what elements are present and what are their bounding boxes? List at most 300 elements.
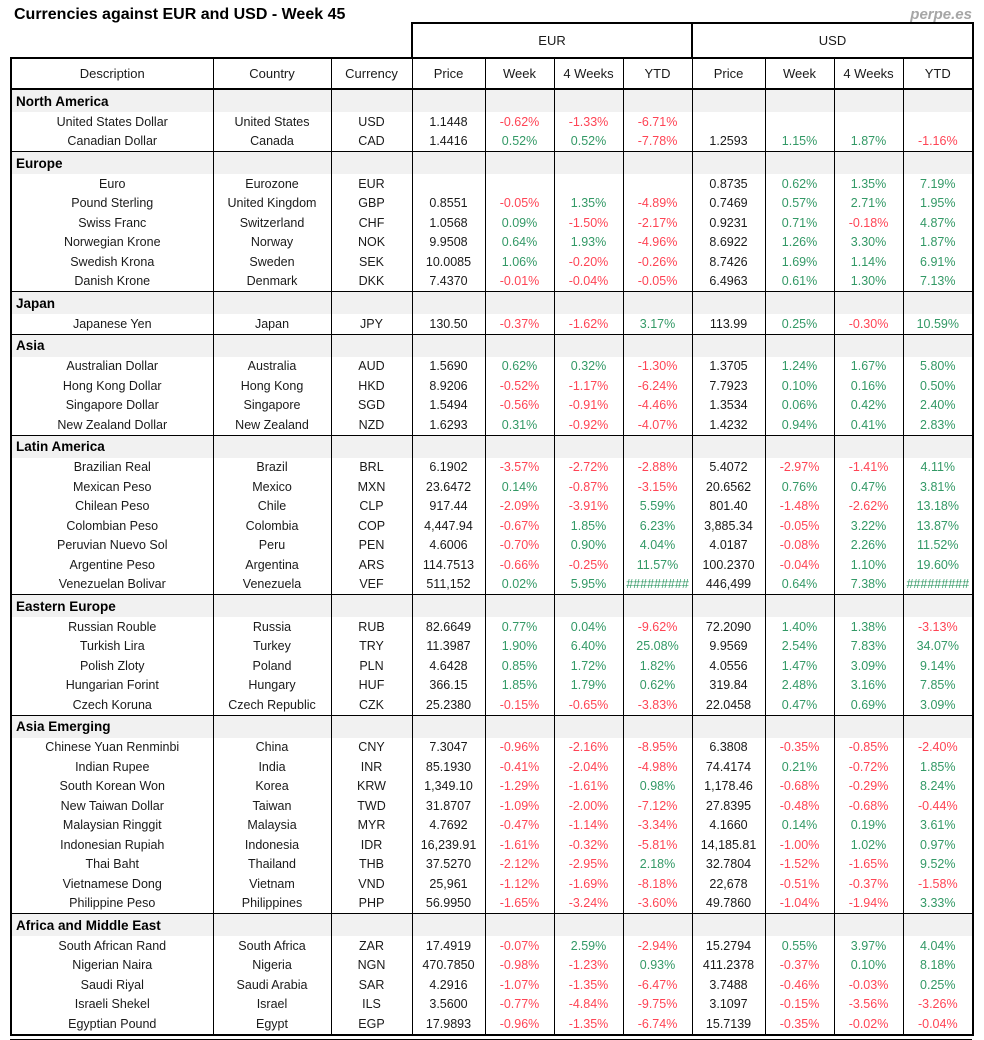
section-filler-cell: [692, 595, 765, 618]
section-row: [11, 89, 973, 112]
eur-price-cell: 1.6293: [412, 415, 485, 435]
eur-week-cell: -0.47%: [485, 816, 554, 836]
currency-cell: ILS: [331, 995, 412, 1015]
section-title: North America: [11, 89, 213, 112]
eur-price-cell: 7.4370: [412, 272, 485, 292]
eur-ytd-cell: -0.26%: [623, 252, 692, 272]
currency-cell: THB: [331, 855, 412, 875]
usd-4weeks-cell: 1.67%: [834, 357, 903, 377]
eur-week-cell: 0.85%: [485, 656, 554, 676]
usd-ytd-cell: 7.13%: [903, 272, 973, 292]
section-filler-cell: [554, 292, 623, 315]
eur-price-cell: 4.2916: [412, 975, 485, 995]
eur-week-cell: -0.96%: [485, 1014, 554, 1035]
section-filler-cell: [331, 435, 412, 458]
table-row: [11, 314, 973, 334]
eur-price-cell: 1.1448: [412, 112, 485, 132]
eur-week-cell: -0.67%: [485, 516, 554, 536]
usd-4weeks-cell: 2.71%: [834, 194, 903, 214]
currency-cell: HKD: [331, 376, 412, 396]
eur-week-cell: -3.57%: [485, 458, 554, 478]
description-cell: Argentine Peso: [11, 555, 213, 575]
usd-week-cell: 0.25%: [765, 314, 834, 334]
eur-ytd-cell: -1.30%: [623, 357, 692, 377]
country-cell: Indonesia: [213, 835, 331, 855]
usd-ytd-cell: -3.13%: [903, 617, 973, 637]
section-filler-cell: [623, 89, 692, 112]
section-filler-cell: [485, 715, 554, 738]
eur-week-cell: -1.07%: [485, 975, 554, 995]
currency-cell: CHF: [331, 213, 412, 233]
eur-4weeks-cell: -2.16%: [554, 738, 623, 758]
table-row: [11, 757, 973, 777]
usd-price-cell: [692, 112, 765, 132]
eur-ytd-cell: 25.08%: [623, 637, 692, 657]
table-row: [11, 555, 973, 575]
section-filler-cell: [692, 715, 765, 738]
description-cell: Swedish Krona: [11, 252, 213, 272]
table-row: [11, 213, 973, 233]
table-row: [11, 835, 973, 855]
usd-4weeks-cell: 3.97%: [834, 936, 903, 956]
usd-price-cell: 446,499: [692, 575, 765, 595]
usd-ytd-cell: -2.40%: [903, 738, 973, 758]
currency-cell: CZK: [331, 695, 412, 715]
eur-price-cell: 1,349.10: [412, 777, 485, 797]
section-filler-cell: [692, 89, 765, 112]
usd-4weeks-cell: -3.56%: [834, 995, 903, 1015]
usd-week-cell: -0.35%: [765, 1014, 834, 1035]
eur-4weeks-cell: -2.95%: [554, 855, 623, 875]
section-filler-cell: [623, 914, 692, 937]
usd-4weeks-cell: -0.72%: [834, 757, 903, 777]
usd-week-cell: 0.47%: [765, 695, 834, 715]
eur-4weeks-cell: 1.85%: [554, 516, 623, 536]
description-cell: Thai Baht: [11, 855, 213, 875]
description-cell: Swiss Franc: [11, 213, 213, 233]
usd-price-cell: 4.0556: [692, 656, 765, 676]
table-row: [11, 738, 973, 758]
usd-week-cell: 1.40%: [765, 617, 834, 637]
currency-cell: USD: [331, 112, 412, 132]
description-cell: Russian Rouble: [11, 617, 213, 637]
usd-4weeks-cell: 3.16%: [834, 676, 903, 696]
eur-week-cell: -1.61%: [485, 835, 554, 855]
eur-4weeks-cell: -0.04%: [554, 272, 623, 292]
usd-ytd-cell: 13.87%: [903, 516, 973, 536]
table-row: [11, 575, 973, 595]
usd-4weeks-cell: -0.37%: [834, 874, 903, 894]
section-row: [11, 152, 973, 175]
section-filler-cell: [213, 595, 331, 618]
usd-week-cell: 0.62%: [765, 174, 834, 194]
section-filler-cell: [213, 435, 331, 458]
eur-4weeks-cell: -1.69%: [554, 874, 623, 894]
eur-price-cell: 7.3047: [412, 738, 485, 758]
eur-price-cell: 1.5494: [412, 396, 485, 416]
country-cell: Russia: [213, 617, 331, 637]
eur-4weeks-cell: 1.93%: [554, 233, 623, 253]
country-cell: Singapore: [213, 396, 331, 416]
usd-ytd-cell: -3.26%: [903, 995, 973, 1015]
eur-week-cell: -0.70%: [485, 536, 554, 556]
description-cell: Mexican Peso: [11, 477, 213, 497]
description-cell: South Korean Won: [11, 777, 213, 797]
table-row: [11, 376, 973, 396]
section-filler-cell: [331, 152, 412, 175]
currency-cell: JPY: [331, 314, 412, 334]
column-header-row: [11, 58, 973, 89]
eur-ytd-cell: 0.93%: [623, 956, 692, 976]
country-cell: Argentina: [213, 555, 331, 575]
currency-cell: TWD: [331, 796, 412, 816]
country-cell: Hungary: [213, 676, 331, 696]
description-cell: Czech Koruna: [11, 695, 213, 715]
eur-ytd-cell: 1.82%: [623, 656, 692, 676]
country-cell: Sweden: [213, 252, 331, 272]
usd-price-cell: 22.0458: [692, 695, 765, 715]
section-title: Asia Emerging: [11, 715, 213, 738]
page-title: Currencies against EUR and USD - Week 45: [14, 6, 346, 23]
table-row: [11, 233, 973, 253]
country-cell: New Zealand: [213, 415, 331, 435]
usd-week-cell: 1.24%: [765, 357, 834, 377]
eur-week-cell: -0.05%: [485, 194, 554, 214]
section-filler-cell: [485, 292, 554, 315]
country-cell: Czech Republic: [213, 695, 331, 715]
eur-4weeks-cell: -0.92%: [554, 415, 623, 435]
eur-ytd-cell: -6.47%: [623, 975, 692, 995]
usd-week-cell: 0.21%: [765, 757, 834, 777]
usd-price-cell: 4.0187: [692, 536, 765, 556]
usd-4weeks-cell: 0.41%: [834, 415, 903, 435]
eur-week-cell: 0.02%: [485, 575, 554, 595]
description-cell: Indian Rupee: [11, 757, 213, 777]
country-cell: United States: [213, 112, 331, 132]
usd-price-cell: 411.2378: [692, 956, 765, 976]
eur-ytd-cell: -4.07%: [623, 415, 692, 435]
currency-cell: CAD: [331, 132, 412, 152]
eur-ytd-cell: 11.57%: [623, 555, 692, 575]
section-title: Europe: [11, 152, 213, 175]
table-row: [11, 1014, 973, 1035]
section-filler-cell: [903, 914, 973, 937]
eur-price-cell: 9.9508: [412, 233, 485, 253]
usd-ytd-cell: 9.52%: [903, 855, 973, 875]
section-filler-cell: [692, 914, 765, 937]
usd-week-cell: -0.35%: [765, 738, 834, 758]
section-filler-cell: [692, 292, 765, 315]
eur-week-cell: -0.01%: [485, 272, 554, 292]
usd-price-cell: 15.2794: [692, 936, 765, 956]
section-filler-cell: [412, 595, 485, 618]
description-cell: Polish Zloty: [11, 656, 213, 676]
col-header-eur-ytd: YTD: [623, 58, 692, 89]
brand-watermark: perpe.es: [910, 6, 972, 23]
usd-ytd-cell: 7.85%: [903, 676, 973, 696]
group-header-spacer: [11, 23, 412, 58]
usd-ytd-cell: 1.87%: [903, 233, 973, 253]
currency-cell: NGN: [331, 956, 412, 976]
currency-cell: COP: [331, 516, 412, 536]
currency-cell: GBP: [331, 194, 412, 214]
usd-week-cell: -0.37%: [765, 956, 834, 976]
eur-price-cell: 1.5690: [412, 357, 485, 377]
section-row: [11, 715, 973, 738]
eur-week-cell: 0.31%: [485, 415, 554, 435]
usd-price-cell: 4.1660: [692, 816, 765, 836]
description-cell: Hungarian Forint: [11, 676, 213, 696]
eur-week-cell: -0.41%: [485, 757, 554, 777]
table-row: [11, 956, 973, 976]
eur-4weeks-cell: -1.50%: [554, 213, 623, 233]
table-body: [11, 89, 973, 1035]
eur-week-cell: 1.85%: [485, 676, 554, 696]
section-title: Japan: [11, 292, 213, 315]
eur-ytd-cell: -4.46%: [623, 396, 692, 416]
usd-ytd-cell: [903, 112, 973, 132]
eur-week-cell: 0.64%: [485, 233, 554, 253]
group-header-row: [11, 23, 973, 58]
usd-ytd-cell: 8.24%: [903, 777, 973, 797]
usd-ytd-cell: 7.19%: [903, 174, 973, 194]
eur-4weeks-cell: 0.32%: [554, 357, 623, 377]
eur-price-cell: 114.7513: [412, 555, 485, 575]
eur-ytd-cell: 0.62%: [623, 676, 692, 696]
usd-price-cell: 32.7804: [692, 855, 765, 875]
eur-price-cell: 470.7850: [412, 956, 485, 976]
eur-4weeks-cell: -2.00%: [554, 796, 623, 816]
eur-ytd-cell: -4.98%: [623, 757, 692, 777]
eur-ytd-cell: -4.89%: [623, 194, 692, 214]
eur-week-cell: -0.15%: [485, 695, 554, 715]
table-row: [11, 777, 973, 797]
usd-price-cell: 1.4232: [692, 415, 765, 435]
section-filler-cell: [834, 595, 903, 618]
section-filler-cell: [903, 435, 973, 458]
col-header-usd-4weeks: 4 Weeks: [834, 58, 903, 89]
eur-price-cell: 25.2380: [412, 695, 485, 715]
description-cell: South African Rand: [11, 936, 213, 956]
usd-price-cell: 22,678: [692, 874, 765, 894]
section-filler-cell: [903, 715, 973, 738]
section-filler-cell: [485, 595, 554, 618]
description-cell: Singapore Dollar: [11, 396, 213, 416]
usd-ytd-cell: 1.85%: [903, 757, 973, 777]
usd-price-cell: 1.2593: [692, 132, 765, 152]
description-cell: Nigerian Naira: [11, 956, 213, 976]
usd-4weeks-cell: 1.02%: [834, 835, 903, 855]
section-filler-cell: [834, 292, 903, 315]
eur-ytd-cell: -3.60%: [623, 894, 692, 914]
country-cell: United Kingdom: [213, 194, 331, 214]
eur-price-cell: 37.5270: [412, 855, 485, 875]
usd-week-cell: [765, 112, 834, 132]
usd-price-cell: 72.2090: [692, 617, 765, 637]
section-filler-cell: [765, 334, 834, 357]
usd-price-cell: 49.7860: [692, 894, 765, 914]
eur-week-cell: 0.62%: [485, 357, 554, 377]
eur-ytd-cell: 5.59%: [623, 497, 692, 517]
eur-4weeks-cell: 6.40%: [554, 637, 623, 657]
usd-ytd-cell: 9.14%: [903, 656, 973, 676]
eur-week-cell: -1.12%: [485, 874, 554, 894]
description-cell: Chilean Peso: [11, 497, 213, 517]
description-cell: Turkish Lira: [11, 637, 213, 657]
section-filler-cell: [412, 435, 485, 458]
description-cell: New Taiwan Dollar: [11, 796, 213, 816]
currency-cell: CNY: [331, 738, 412, 758]
description-cell: Peruvian Nuevo Sol: [11, 536, 213, 556]
usd-week-cell: 2.48%: [765, 676, 834, 696]
col-header-currency: Currency: [331, 58, 412, 89]
usd-4weeks-cell: -0.03%: [834, 975, 903, 995]
table-row: [11, 194, 973, 214]
eur-week-cell: -0.77%: [485, 995, 554, 1015]
section-filler-cell: [213, 292, 331, 315]
eur-ytd-cell: -8.18%: [623, 874, 692, 894]
usd-4weeks-cell: 0.42%: [834, 396, 903, 416]
usd-ytd-cell: -0.44%: [903, 796, 973, 816]
eur-price-cell: 85.1930: [412, 757, 485, 777]
section-title: Eastern Europe: [11, 595, 213, 618]
country-cell: Vietnam: [213, 874, 331, 894]
section-filler-cell: [331, 914, 412, 937]
usd-ytd-cell: 8.18%: [903, 956, 973, 976]
table-row: [11, 132, 973, 152]
eur-4weeks-cell: -2.72%: [554, 458, 623, 478]
section-filler-cell: [834, 435, 903, 458]
description-cell: Pound Sterling: [11, 194, 213, 214]
eur-4weeks-cell: -1.35%: [554, 975, 623, 995]
col-header-usd-price: Price: [692, 58, 765, 89]
eur-price-cell: 4,447.94: [412, 516, 485, 536]
currency-cell: PEN: [331, 536, 412, 556]
section-filler-cell: [765, 914, 834, 937]
section-filler-cell: [412, 292, 485, 315]
section-filler-cell: [485, 334, 554, 357]
currency-table: [10, 22, 974, 1036]
eur-price-cell: 366.15: [412, 676, 485, 696]
eur-4weeks-cell: -1.23%: [554, 956, 623, 976]
description-cell: New Zealand Dollar: [11, 415, 213, 435]
section-filler-cell: [692, 435, 765, 458]
usd-price-cell: 3.1097: [692, 995, 765, 1015]
usd-price-cell: 100.2370: [692, 555, 765, 575]
eur-price-cell: 3.5600: [412, 995, 485, 1015]
eur-price-cell: 0.8551: [412, 194, 485, 214]
eur-price-cell: [412, 174, 485, 194]
eur-week-cell: -2.12%: [485, 855, 554, 875]
table-row: [11, 617, 973, 637]
description-cell: Danish Krone: [11, 272, 213, 292]
usd-price-cell: 14,185.81: [692, 835, 765, 855]
section-filler-cell: [623, 152, 692, 175]
usd-week-cell: 1.47%: [765, 656, 834, 676]
usd-week-cell: -0.15%: [765, 995, 834, 1015]
usd-week-cell: -1.04%: [765, 894, 834, 914]
section-filler-cell: [765, 435, 834, 458]
description-cell: Israeli Shekel: [11, 995, 213, 1015]
eur-price-cell: 17.9893: [412, 1014, 485, 1035]
usd-week-cell: -0.05%: [765, 516, 834, 536]
table-row: [11, 357, 973, 377]
section-filler-cell: [554, 334, 623, 357]
eur-week-cell: 0.09%: [485, 213, 554, 233]
currency-cell: INR: [331, 757, 412, 777]
table-row: [11, 656, 973, 676]
table-row: [11, 796, 973, 816]
eur-price-cell: 511,152: [412, 575, 485, 595]
table-row: [11, 637, 973, 657]
currency-cell: VND: [331, 874, 412, 894]
currency-cell: NZD: [331, 415, 412, 435]
eur-ytd-cell: 2.18%: [623, 855, 692, 875]
section-row: [11, 595, 973, 618]
usd-week-cell: -0.04%: [765, 555, 834, 575]
eur-price-cell: 17.4919: [412, 936, 485, 956]
usd-4weeks-cell: 1.87%: [834, 132, 903, 152]
section-filler-cell: [412, 715, 485, 738]
table-bottom-rule: [10, 1039, 972, 1040]
usd-ytd-cell: -1.16%: [903, 132, 973, 152]
currency-cell: KRW: [331, 777, 412, 797]
eur-4weeks-cell: -3.24%: [554, 894, 623, 914]
eur-week-cell: 1.90%: [485, 637, 554, 657]
description-cell: Euro: [11, 174, 213, 194]
table-row: [11, 995, 973, 1015]
table-row: [11, 112, 973, 132]
currency-cell: IDR: [331, 835, 412, 855]
usd-4weeks-cell: 0.10%: [834, 956, 903, 976]
country-cell: Egypt: [213, 1014, 331, 1035]
usd-week-cell: -1.00%: [765, 835, 834, 855]
eur-price-cell: 25,961: [412, 874, 485, 894]
usd-ytd-cell: 34.07%: [903, 637, 973, 657]
usd-ytd-cell: 0.97%: [903, 835, 973, 855]
country-cell: Malaysia: [213, 816, 331, 836]
usd-week-cell: 0.61%: [765, 272, 834, 292]
usd-ytd-cell: 5.80%: [903, 357, 973, 377]
eur-ytd-cell: 0.98%: [623, 777, 692, 797]
usd-4weeks-cell: -0.29%: [834, 777, 903, 797]
usd-price-cell: 1.3705: [692, 357, 765, 377]
usd-4weeks-cell: 1.30%: [834, 272, 903, 292]
eur-week-cell: -0.62%: [485, 112, 554, 132]
col-header-description: Description: [11, 58, 213, 89]
currency-cell: ARS: [331, 555, 412, 575]
usd-ytd-cell: 13.18%: [903, 497, 973, 517]
section-filler-cell: [765, 89, 834, 112]
usd-price-cell: 8.7426: [692, 252, 765, 272]
eur-ytd-cell: -2.88%: [623, 458, 692, 478]
section-filler-cell: [765, 595, 834, 618]
eur-ytd-cell: -7.12%: [623, 796, 692, 816]
table-row: [11, 874, 973, 894]
usd-price-cell: 3,885.34: [692, 516, 765, 536]
section-filler-cell: [765, 152, 834, 175]
section-filler-cell: [765, 715, 834, 738]
eur-week-cell: -0.52%: [485, 376, 554, 396]
table-row: [11, 695, 973, 715]
eur-4weeks-cell: -0.91%: [554, 396, 623, 416]
eur-ytd-cell: [623, 174, 692, 194]
eur-4weeks-cell: 0.52%: [554, 132, 623, 152]
country-cell: Poland: [213, 656, 331, 676]
table-row: [11, 975, 973, 995]
country-cell: Switzerland: [213, 213, 331, 233]
description-cell: Vietnamese Dong: [11, 874, 213, 894]
